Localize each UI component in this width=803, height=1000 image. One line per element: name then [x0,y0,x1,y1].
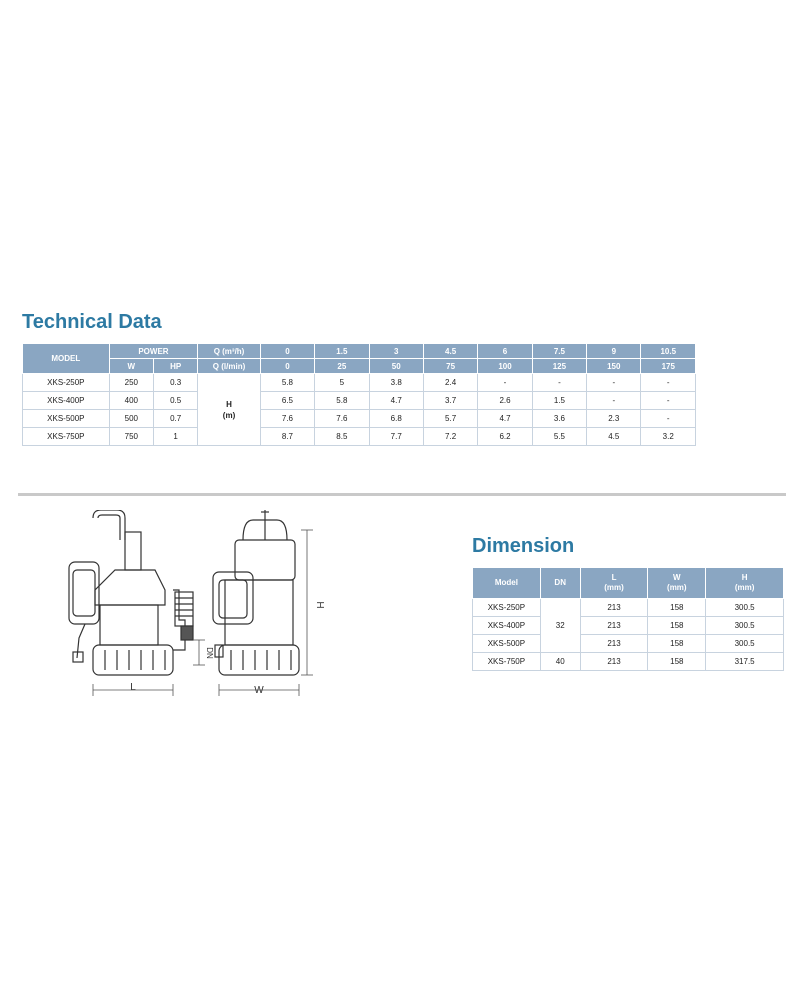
dim-l-unit: (mm) [604,583,624,592]
model-header: MODEL [23,344,110,374]
h-cell: 4.7 [478,410,532,428]
dim-w-cell: 158 [648,653,706,671]
pump-front-view [213,510,299,675]
dim-l-cell: 213 [580,653,648,671]
h-cell: 1.5 [532,392,586,410]
dim-h-label: H [741,573,748,582]
q-lmin-value: 150 [587,359,641,374]
dim-h-header [706,568,784,599]
h-cell: 2.6 [478,392,532,410]
h-cell: 7.6 [260,410,314,428]
pump-dimension-drawing [55,510,330,710]
q-m3h-value: 9 [587,344,641,359]
technical-data-table [22,343,696,446]
section-divider [18,493,786,496]
h-cell: - [478,374,532,392]
h-cell: 7.2 [423,428,477,446]
h-cell: - [641,374,696,392]
model-cell: XKS-500P [23,410,110,428]
q-lmin-value: 75 [423,359,477,374]
hp-cell: 0.3 [153,374,197,392]
q-lmin-label: Q (l/min) [198,359,260,374]
h-cell: 3.8 [369,374,423,392]
l-dimension-label: L [130,682,136,693]
h-cell: 2.4 [423,374,477,392]
dim-model-cell: XKS-500P [473,635,541,653]
dim-w-cell: 158 [648,599,706,617]
dim-model-cell: XKS-750P [473,653,541,671]
w-cell: 250 [109,374,153,392]
table-row [473,635,784,653]
pump-side-view [69,510,193,675]
h-cell: 4.5 [587,428,641,446]
power-hp-header: HP [153,359,197,374]
dim-w-cell: 158 [648,617,706,635]
tech-header-row-2 [23,359,696,374]
w-dimension-label: W [254,685,264,696]
h-cell: 6.5 [260,392,314,410]
power-w-header: W [109,359,153,374]
h-cell: - [532,374,586,392]
dim-model-header: Model [473,568,541,599]
h-cell: - [641,410,696,428]
dim-dn-cell: 40 [540,653,580,671]
w-cell: 500 [109,410,153,428]
tech-header-row-1 [23,344,696,359]
h-cell: 5.5 [532,428,586,446]
dim-model-cell: XKS-400P [473,617,541,635]
q-lmin-value: 25 [315,359,369,374]
q-m3h-value: 0 [260,344,314,359]
hp-cell: 1 [153,428,197,446]
hp-cell: 0.5 [153,392,197,410]
q-m3h-value: 3 [369,344,423,359]
h-cell: 6.8 [369,410,423,428]
h-cell: 7.6 [315,410,369,428]
h-cell: 5.8 [260,374,314,392]
q-lmin-value: 0 [260,359,314,374]
h-label: H [226,399,232,409]
q-m3h-label: Q (m³/h) [198,344,260,359]
dim-h-unit: (mm) [734,583,755,592]
q-m3h-value: 4.5 [423,344,477,359]
q-m3h-value: 6 [478,344,532,359]
dim-header-row [473,568,784,599]
h-cell: 5 [315,374,369,392]
dimension-table [472,567,784,671]
h-cell: - [641,392,696,410]
h-cell: 3.2 [641,428,696,446]
q-m3h-value: 7.5 [532,344,586,359]
h-cell: 2.3 [587,410,641,428]
h-cell: 4.7 [369,392,423,410]
dim-dn-header: DN [540,568,580,599]
q-lmin-value: 50 [369,359,423,374]
w-cell: 750 [109,428,153,446]
dim-l-header [580,568,648,599]
dim-w-header [648,568,706,599]
model-cell: XKS-750P [23,428,110,446]
q-lmin-value: 125 [532,359,586,374]
h-cell: 5.7 [423,410,477,428]
dim-l-cell: 213 [580,635,648,653]
dim-h-cell: 300.5 [706,599,784,617]
dim-l-cell: 213 [580,599,648,617]
q-m3h-value: 10.5 [641,344,696,359]
table-row [473,653,784,671]
table-row [23,410,696,428]
q-m3h-value: 1.5 [315,344,369,359]
h-cell: 8.5 [315,428,369,446]
dim-dn-cell: 32 [540,599,580,653]
dimension-lines [93,530,313,696]
q-lmin-value: 100 [478,359,532,374]
h-cell: 8.7 [260,428,314,446]
hp-cell: 0.7 [153,410,197,428]
model-cell: XKS-400P [23,392,110,410]
model-cell: XKS-250P [23,374,110,392]
h-unit: (m) [222,410,236,420]
h-cell: 3.6 [532,410,586,428]
dim-h-cell: 317.5 [706,653,784,671]
h-cell: 5.8 [315,392,369,410]
dn-dimension-label: DN [205,647,214,659]
table-row [23,428,696,446]
dim-h-cell: 300.5 [706,617,784,635]
h-dimension-label: H [314,601,325,609]
table-row [23,374,696,392]
table-row [473,599,784,617]
dim-w-unit: (mm) [667,583,687,592]
technical-data-title: Technical Data [22,311,162,333]
dim-l-label: L [611,573,617,582]
dim-w-label: W [673,573,681,582]
h-cell: 6.2 [478,428,532,446]
h-cell: - [587,374,641,392]
q-lmin-value: 175 [641,359,696,374]
h-label-cell [198,374,260,446]
table-row [473,617,784,635]
table-row [23,392,696,410]
w-cell: 400 [109,392,153,410]
dim-w-cell: 158 [648,635,706,653]
h-cell: 3.7 [423,392,477,410]
power-header: POWER [109,344,198,359]
dim-h-cell: 300.5 [706,635,784,653]
dim-l-cell: 213 [580,617,648,635]
h-cell: - [587,392,641,410]
dimension-title: Dimension [472,535,575,557]
h-cell: 7.7 [369,428,423,446]
dim-model-cell: XKS-250P [473,599,541,617]
